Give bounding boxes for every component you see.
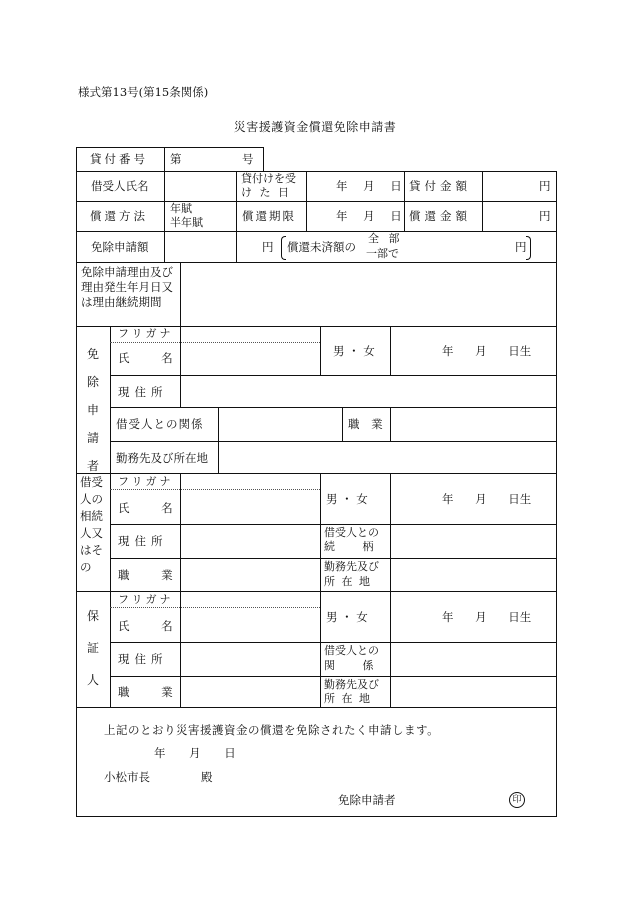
unpaid-amount-yen: 円 <box>515 240 527 254</box>
application-date: 年 月 日 <box>154 746 236 760</box>
guarantor-workplace-label-2: 所 在 地 <box>324 692 370 705</box>
heir-workplace-label-1: 勤務先及び <box>324 560 379 573</box>
repaid-amount-label: 償還金額 <box>409 209 471 223</box>
loan-number-suffix: 号 <box>242 152 254 166</box>
guarantor-workplace-label-1: 勤務先及び <box>324 678 379 691</box>
guarantor-address-label: 現住所 <box>118 652 168 666</box>
addressee-honorific: 殿 <box>201 770 213 784</box>
heir-workplace-label-2: 所 在 地 <box>324 575 370 588</box>
loan-date-label-1: 貸付けを受 <box>241 172 296 185</box>
heir-birthdate: 年 月 日生 <box>442 492 532 506</box>
applicant-furigana-label: フリガナ <box>118 327 174 340</box>
guarantor-furigana-label: フリガナ <box>118 593 174 606</box>
addressee-mayor: 小松市長 <box>104 770 150 784</box>
guarantor-sex: 男 ・ 女 <box>326 610 368 624</box>
exemption-reason-label: 免除申請理由及び理由発生年月日又は理由継続期間 <box>81 265 173 309</box>
loan-date-value: 年 月 日 <box>336 179 402 193</box>
repayment-method-label: 償還方法 <box>90 209 148 223</box>
guarantor-section-label: 保証人 <box>86 609 99 687</box>
applicant-birthdate: 年 月 日生 <box>442 344 532 358</box>
applicant-signature-label: 免除申請者 <box>338 793 396 807</box>
heir-section-label: 借受人の相続人又はその <box>80 475 103 574</box>
guarantor-relation-label-1: 借受人との <box>324 644 379 657</box>
loan-amount-label: 貸付金額 <box>409 179 471 193</box>
applicant-name-label: 氏 名 <box>118 351 173 365</box>
loan-number-label: 貸付番号 <box>90 152 148 166</box>
heir-relation-label-2: 続 柄 <box>324 540 374 553</box>
loan-date-label-2: け た 日 <box>241 186 291 199</box>
deadline-value: 年 月 日 <box>336 209 402 223</box>
seal-mark: 印 <box>509 792 525 808</box>
unpaid-amount-label: 償還未済額の <box>287 240 356 254</box>
method-annual: 年賦 <box>170 202 192 215</box>
method-semiannual: 半年賦 <box>170 216 203 229</box>
repaid-amount-yen: 円 <box>539 209 551 223</box>
exemption-amount-yen: 円 <box>262 240 274 254</box>
repayment-deadline-label: 償還期限 <box>242 209 296 223</box>
applicant-address-label: 現住所 <box>118 385 168 399</box>
applicant-section-label: 免除申請者 <box>86 347 99 473</box>
guarantor-occupation-label: 職 業 <box>118 685 173 699</box>
exemption-amount-label: 免除申請額 <box>91 240 149 254</box>
unpaid-all: 全 部 <box>368 232 400 245</box>
applicant-occupation-label: 職 業 <box>348 417 383 431</box>
application-statement: 上記のとおり災害援護資金の償還を免除されたく申請します。 <box>104 723 440 737</box>
loan-amount-yen: 円 <box>539 179 551 193</box>
borrower-name-label: 借受人氏名 <box>91 179 149 193</box>
heir-relation-label-1: 借受人との <box>324 526 379 539</box>
heir-name-label: 氏 名 <box>118 501 173 515</box>
form-number: 様式第13号(第15条関係) <box>78 85 209 99</box>
form-title: 災害援護資金償還免除申請書 <box>233 120 397 134</box>
heir-occupation-label: 職 業 <box>118 568 173 582</box>
guarantor-name-label: 氏 名 <box>118 619 173 633</box>
guarantor-birthdate: 年 月 日生 <box>442 610 532 624</box>
heir-sex: 男 ・ 女 <box>326 492 368 506</box>
applicant-workplace-label: 勤務先及び所在地 <box>116 451 208 465</box>
loan-number-prefix: 第 <box>170 152 182 166</box>
applicant-sex: 男 ・ 女 <box>333 344 375 358</box>
applicant-relation-label: 借受人との関係 <box>116 417 204 431</box>
guarantor-relation-label-2: 関 係 <box>324 659 374 672</box>
heir-furigana-label: フリガナ <box>118 475 174 488</box>
unpaid-part: 一部で <box>366 247 399 260</box>
heir-address-label: 現住所 <box>118 534 168 548</box>
